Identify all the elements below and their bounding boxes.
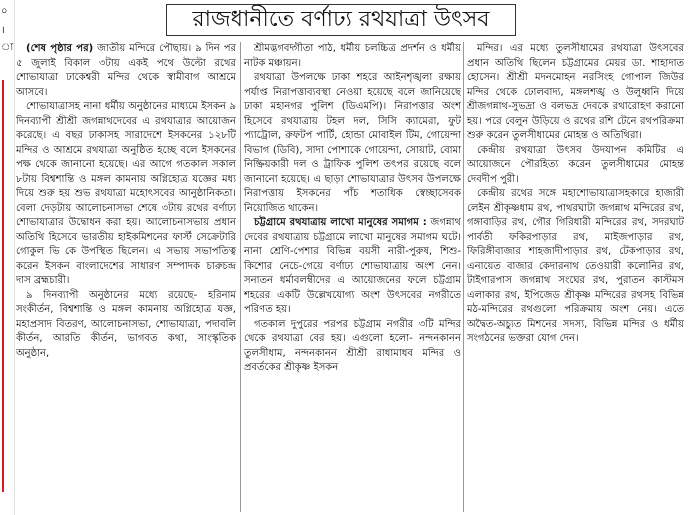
paragraph: মন্দির। এর মধ্যে তুলসীধামের রথযাত্রা উৎসবের প্রধান অতিথি ছিলেন চট্টগ্রামের মেয়র ডা. শাহাদাত হোসেন। শ্রীশ্রী মদনমোহন নরসিংহ গোপাল জিউর মন্দির থেকে ঢোলবাদ্য, মঙ্গলশঙ্খ ও উলুধ্বনি দিয়ে শ্রীজগন্নাথ-সুভদ্রা ও বলভদ্র দেবকে রথারোহণ করানো হয়। পরে বেলুন উড়িয়ে ও রথের রশি টেনে রথপরিক্রমা শুরু করেন তুলসীধামের মোহন্ত ও অতিথিরা।	[467, 43, 684, 141]
paragraph	[16, 42, 236, 100]
paragraph-text: জাতীয় মন্দিরে পৌছায়। ৯ দিন পর ৫ জুলাই বিকাল ৩টায় একই পথে উল্টো রথের শোভাযাত্রা ঢাকেশ্বরী মন্দির থেকে স্বামীবাগ আশ্রমে আসবে।	[16, 43, 236, 98]
column-1	[16, 42, 236, 512]
article-body	[16, 42, 684, 512]
paragraph: ৯ দিনব্যাপী অনুষ্ঠানের মধ্যে রয়েছে- হরিনাম সংকীর্তন, বিশ্বশান্তি ও মঙ্গল কামনায় অগ্নিহোত্র যজ্ঞ, মহাপ্রসাদ বিতরণ, আলোচনাসভা, শোভাযাত্রা, পদাবলি কীর্তন, আরতি কীর্তন, ভাগবত কথা, সাংস্কৃতিক অনুষ্ঠান,	[16, 289, 236, 359]
subheading: চট্টগ্রামে রথযাত্রায় লাখো মানুষের সমাগম :	[254, 217, 427, 228]
margin-char: ০	[1, 6, 8, 17]
paragraph: কেন্দ্রীয় রথের সঙ্গে মহাশোভাযাত্রাসহকারে হাজারী লেইন শ্রীকৃষ্ণধাম রথ, পাথরঘাটা জগন্নাথ মন্দিরের রথ, গঙ্গাবাড়ির রথ, গৌর গিরিধারী মন্দিরের রথ, সদরঘাট পার্বতী ফকিরপাড়ার রথ, মাইজপাড়ার রথ, ফিরিঙ্গীবাজার শাহজাদীপাড়ার রথ, টেকপাড়ার রথ, এনায়েত বাজার কেদারনাথ তেওয়ারী কলোনির রথ, টাইগারপাস জগন্নাথ সংঘের রথ, পুরাতন কাস্টমস এলাকার রথ, ইপিজেড শ্রীকৃষ্ণ মন্দিরের রথসহ বিভিন্ন মঠ-মন্দিরের রথগুলো পরিক্রমায় অংশ নেয়। এতে অদ্বৈত-অচ্যুত মিশনের সদস্য, বিভিন্ন মন্দির ও ধর্মীয় সংগঠনের ভক্তরা যোগ দেন।	[467, 188, 684, 344]
column-3	[463, 42, 684, 512]
paragraph-text: জগন্নাথ দেবের রথযাত্রায় চট্টগ্রামে লাখো মানুষের সমাগম ঘটে। নানা শ্রেণি-পেশার বিভিন্ন বয়সী নারী-পুরুষ, শিশু-কিশোর নেচে-গেয়ে বর্ণাঢ্য শোভাযাত্রায় অংশ নেন। সনাতন ধর্মাবলম্বীদের এ আয়োজনের ফলে চট্টগ্রাম শহরের একটি উল্লেখযোগ্য অংশ উৎসবের নগরীতে পরিণত হয়।	[244, 217, 461, 315]
red-margin-rule	[2, 80, 4, 492]
left-margin-strip	[0, 0, 15, 515]
margin-char: ।	[1, 25, 5, 36]
column-2	[240, 42, 461, 512]
margin-char: া	[1, 42, 14, 53]
continuation-lead: (শেষ পৃষ্ঠার পর)	[26, 43, 94, 54]
paragraph: শোভাযাত্রাসহ নানা ধর্মীয় অনুষ্ঠানের মাধ্যমে ইসকন ৯ দিনব্যাপী শ্রীশ্রী জগন্নাথদেবের এ রথযাত্রার আয়োজন করেছে। এ বছর ঢাকাসহ সারাদেশে ইসকনের ১২৮টি মন্দির ও আশ্রমে রথযাত্রা অনুষ্ঠিত হচ্ছে বলে ইসকনের পক্ষ থেকে জানানো হয়েছে। এর আগে গতকাল সকাল ৮টায় বিশ্বশান্তি ও মঙ্গল কামনায় অগ্নিহোত্র যজ্ঞের মধ্য দিয়ে শুরু হয় শুভ রথযাত্রা মহোৎসবের আনুষ্ঠানিকতা। বেলা দেড়টায় আলোচনাসভা শেষে ৩টায় রথের বর্ণাঢ্য শোভাযাত্রার উদ্বোধন করা হয়। আলোচনাসভায় প্রধান অতিথি হিসেবে ভারতীয় হাইকমিশনের ফার্স্ট সেক্রেটারি গোকুল ভি কে উপস্থিত ছিলেন। এ সভায় সভাপতিত্ব করেন ইসকন বাংলাদেশের সাধারণ সম্পাদক চারুচন্দ্র দাস ব্রহ্মচারী।	[16, 101, 236, 286]
paragraph	[244, 216, 461, 318]
headline: রাজধানীতে বর্ণাঢ্য রথযাত্রা উৎসব	[166, 4, 516, 36]
paragraph: শ্রীমদ্ভগবদ্গীতা পাঠ, ধর্মীয় চলচ্চিত্র প্রদর্শন ও ধর্মীয় নাটক মঞ্চায়ন।	[244, 43, 461, 69]
paragraph: রথযাত্রা উপলক্ষে ঢাকা শহরে আইনশৃঙ্খলা রক্ষায় পর্যাপ্ত নিরাপত্তাব্যবস্থা নেওয়া হয়েছে বলে জানিয়েছে ঢাকা মহানগর পুলিশ (ডিএমপি)। নিরাপত্তার অংশ হিসেবে রথযাত্রায় টহল দল, সিসি ক্যামেরা, ফুট প্যাট্রোল, রুফটপ পার্টি, হোন্ডা মোবাইল টিম, গোয়েন্দা বিভাগ (ডিবি), সাদা পোশাকে গোয়েন্দা, সোয়াট, বোমা নিষ্ক্রিয়কারী দল ও ট্রাফিক পুলিশ তৎপর রয়েছে বলে জানানো হয়েছে। এ ছাড়া শোভাযাত্রার উৎসব উপলক্ষে নিরাপত্তায় ইসকনের পাঁচ শতাধিক স্বেচ্ছাসেবক নিয়োজিত থাকেন।	[244, 72, 461, 214]
paragraph: গতকাল দুপুরের পরপর চট্টগ্রাম নগরীর ৩টি মন্দির থেকে রথযাত্রা বের হয়। এগুলো হলো- নন্দনকানন তুলসীধাম, নন্দনকানন শ্রীশ্রী রাধামাধব মন্দির ও প্রবর্তকের শ্রীকৃষ্ণ ইসকন	[244, 318, 461, 373]
paragraph: কেন্দ্রীয় রথযাত্রা উৎসব উদযাপন কমিটির এ আয়োজনে পৌরহিত্য করেন তুলসীধামের মোহন্ত দেবদীপ পুরী।	[467, 144, 684, 185]
